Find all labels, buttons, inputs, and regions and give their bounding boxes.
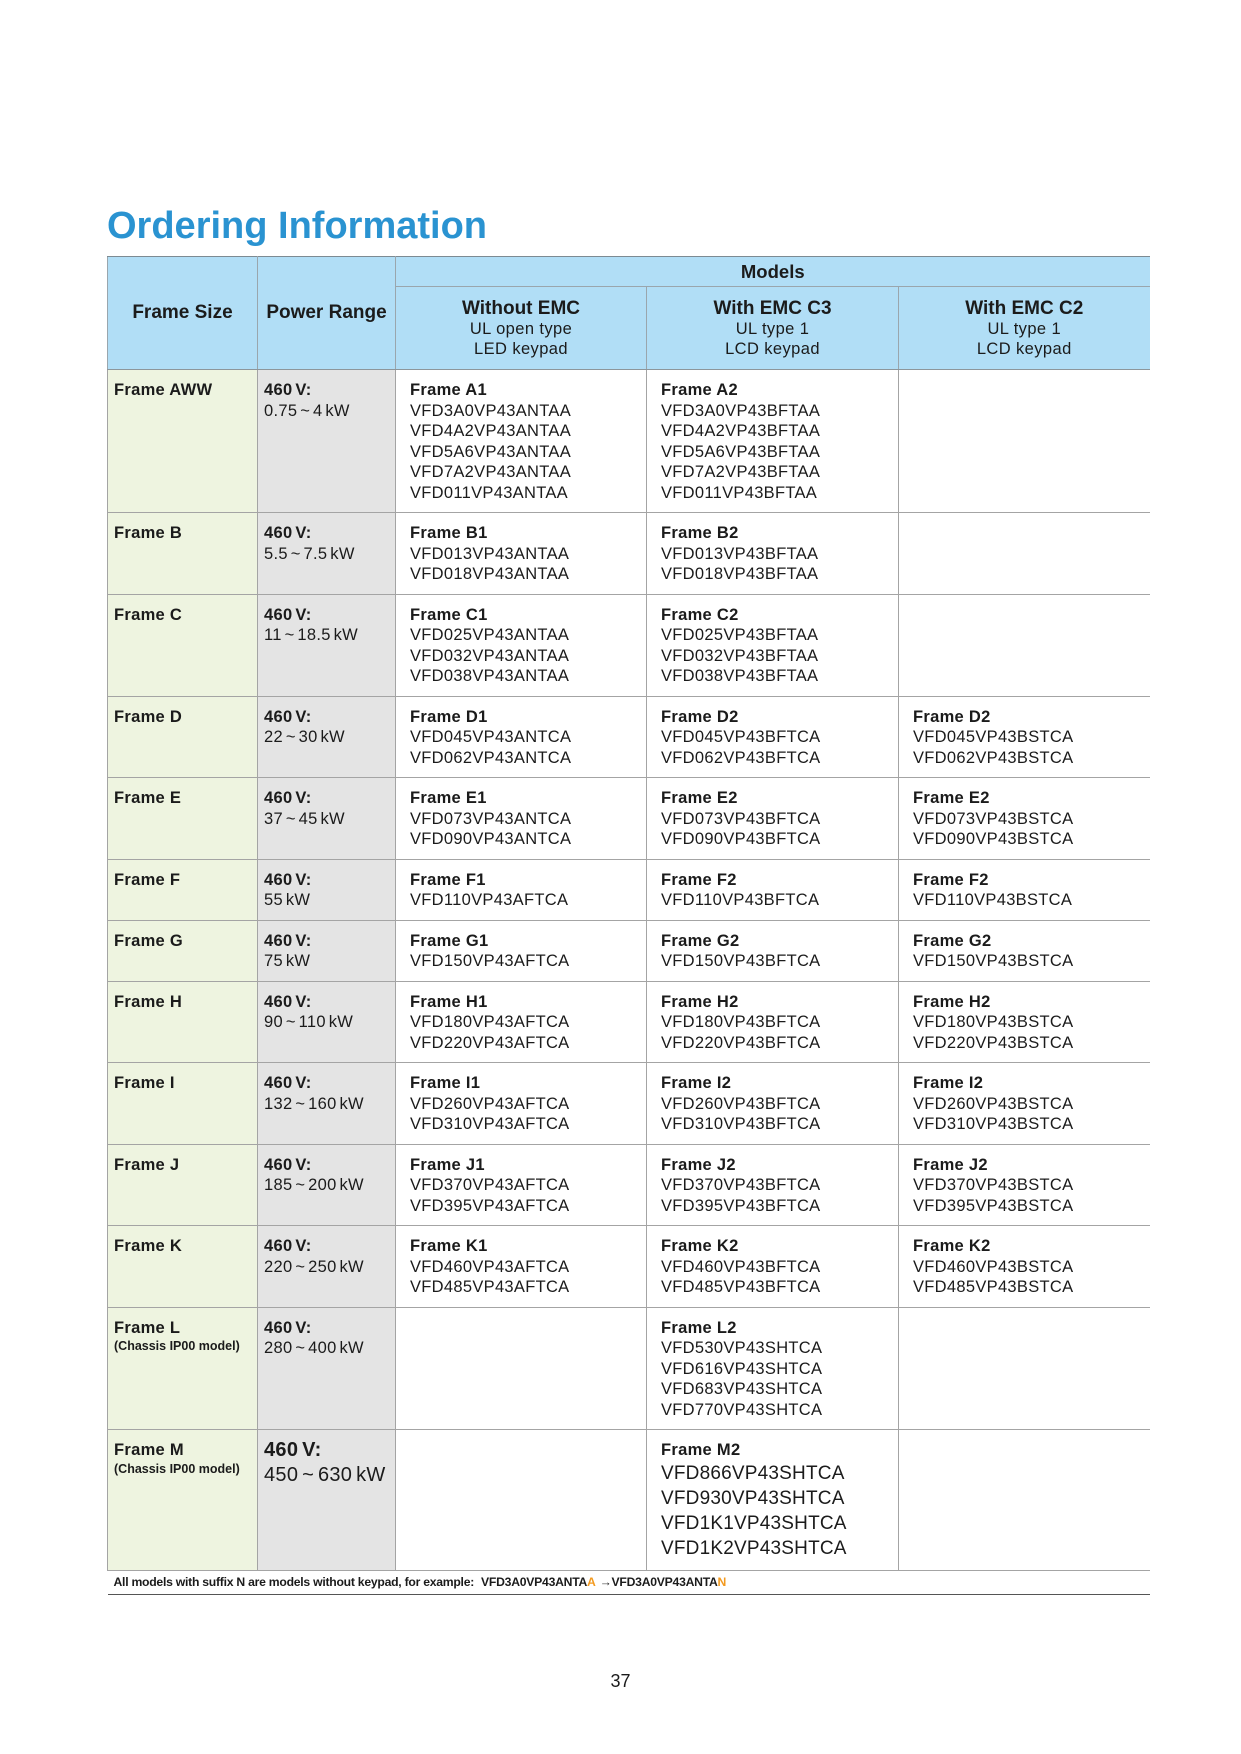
model-code: VFD930VP43SHTCA xyxy=(661,1487,845,1509)
models-cell-without-emc xyxy=(396,778,647,860)
model-code: VFD310VP43BFTCA xyxy=(661,1115,821,1133)
models-cell-without-emc xyxy=(396,513,647,595)
models-cell-emc-c3 xyxy=(647,594,899,696)
models-cell-emc-c3 xyxy=(647,1226,899,1308)
frame-label: Frame J xyxy=(114,1155,180,1174)
frame-size-cell xyxy=(108,1307,258,1430)
model-code: VFD013VP43ANTAA xyxy=(410,544,570,563)
model-frame-label: Frame G1 xyxy=(410,931,489,950)
power-value: 185 ~ 200 kW xyxy=(264,1176,364,1194)
table-row xyxy=(108,1063,1150,1145)
model-frame-label: Frame M2 xyxy=(661,1441,741,1459)
model-frame-label: Frame I1 xyxy=(410,1074,481,1092)
model-code: VFD1K1VP43SHTCA xyxy=(661,1512,847,1534)
frame-note: (Chassis IP00 model) xyxy=(114,1339,240,1353)
power-range-cell xyxy=(258,696,396,778)
models-cell-emc-c3 xyxy=(647,1144,899,1226)
models-cell-emc-c2 xyxy=(899,513,1150,595)
model-code: VFD011VP43BFTAA xyxy=(661,483,818,502)
model-code: VFD018VP43ANTAA xyxy=(410,565,570,583)
model-code: VFD180VP43AFTCA xyxy=(410,1013,570,1031)
footnote-example-from xyxy=(481,1575,596,1589)
table-header xyxy=(108,257,1150,370)
model-frame-label: Frame G2 xyxy=(913,931,992,950)
model-code: VFD395VP43AFTCA xyxy=(410,1196,570,1215)
power-range-cell xyxy=(258,859,396,920)
power-range-cell xyxy=(258,778,396,860)
model-frame-label: Frame E2 xyxy=(913,789,990,807)
header-emc-c3 xyxy=(647,287,899,370)
models-cell-without-emc xyxy=(396,920,647,981)
model-code: VFD090VP43BSTCA xyxy=(913,830,1074,848)
power-value: 55 kW xyxy=(264,891,311,909)
footnote-arrow: → xyxy=(599,1575,612,1589)
models-cell-without-emc xyxy=(396,594,647,696)
model-code: VFD1K2VP43SHTCA xyxy=(661,1537,847,1559)
table-row xyxy=(108,1430,1150,1571)
model-code: VFD090VP43ANTCA xyxy=(410,830,572,848)
frame-label: Frame F xyxy=(114,870,181,889)
header-column-title: Without EMC xyxy=(461,298,581,319)
models-cell-without-emc xyxy=(396,696,647,778)
model-code: VFD260VP43BSTCA xyxy=(913,1094,1074,1113)
models-cell-emc-c2 xyxy=(899,370,1150,513)
footnote-text: All models with suffix N are models without keypad, for example: xyxy=(113,1575,475,1589)
power-value: 220 ~ 250 kW xyxy=(264,1257,364,1276)
table-row xyxy=(108,1307,1150,1430)
models-cell-without-emc xyxy=(396,1063,647,1145)
model-frame-label: Frame F2 xyxy=(913,870,989,889)
table-row xyxy=(108,981,1150,1063)
header-column-subtitle: LED keypad xyxy=(474,339,568,358)
models-cell-without-emc xyxy=(396,370,647,513)
model-code: VFD038VP43ANTAA xyxy=(410,667,570,685)
frame-label: Frame I xyxy=(114,1074,175,1092)
model-frame-label: Frame F1 xyxy=(410,870,486,889)
example-from-suffix: A xyxy=(587,1575,596,1589)
models-cell-emc-c2 xyxy=(899,696,1150,778)
model-code: VFD110VP43BSTCA xyxy=(913,891,1073,909)
voltage-label: 460 V: xyxy=(264,992,312,1011)
models-cell-emc-c2 xyxy=(899,1430,1150,1571)
frame-size-cell xyxy=(108,513,258,595)
model-frame-label: Frame A2 xyxy=(661,381,738,399)
models-cell-emc-c2 xyxy=(899,778,1150,860)
model-frame-label: Frame C1 xyxy=(410,605,488,624)
models-cell-emc-c3 xyxy=(647,778,899,860)
model-code: VFD310VP43BSTCA xyxy=(913,1115,1074,1133)
model-frame-label: Frame D1 xyxy=(410,707,488,726)
model-code: VFD370VP43AFTCA xyxy=(410,1176,570,1194)
models-cell-emc-c2 xyxy=(899,1144,1150,1226)
frame-label: Frame G xyxy=(114,931,184,950)
voltage-label: 460 V: xyxy=(264,1074,312,1092)
model-frame-label: Frame H2 xyxy=(661,992,739,1011)
frame-size-cell xyxy=(108,1430,258,1571)
header-column-subtitle: UL type 1 xyxy=(987,320,1062,338)
model-code: VFD180VP43BFTCA xyxy=(661,1013,821,1031)
power-range-cell xyxy=(258,981,396,1063)
models-cell-emc-c2 xyxy=(899,594,1150,696)
model-code: VFD616VP43SHTCA xyxy=(661,1359,823,1378)
table-row xyxy=(108,370,1150,513)
models-cell-without-emc xyxy=(396,981,647,1063)
power-range-cell xyxy=(258,1226,396,1308)
model-code: VFD045VP43BFTCA xyxy=(661,728,821,746)
models-cell-emc-c3 xyxy=(647,1063,899,1145)
models-cell-without-emc xyxy=(396,1144,647,1226)
model-code: VFD7A2VP43ANTAA xyxy=(410,463,572,481)
model-frame-label: Frame J2 xyxy=(661,1155,736,1174)
table-footer xyxy=(108,1570,1150,1594)
model-code: VFD260VP43AFTCA xyxy=(410,1094,570,1113)
frame-size-cell xyxy=(108,594,258,696)
frame-label: Frame L xyxy=(114,1318,181,1337)
power-value: 5.5 ~ 7.5 kW xyxy=(264,544,355,563)
voltage-label: 460 V: xyxy=(264,1155,312,1174)
models-cell-without-emc xyxy=(396,859,647,920)
frame-size-cell xyxy=(108,920,258,981)
frame-note: (Chassis IP00 model) xyxy=(114,1461,240,1476)
model-frame-label: Frame F2 xyxy=(661,870,737,889)
power-value: 90 ~ 110 kW xyxy=(264,1013,354,1031)
model-frame-label: Frame G2 xyxy=(661,931,740,950)
model-code: VFD062VP43ANTCA xyxy=(410,748,572,767)
frame-label: Frame C xyxy=(114,605,183,624)
model-code: VFD110VP43AFTCA xyxy=(410,891,569,909)
model-frame-label: Frame H1 xyxy=(410,992,488,1011)
page-title: Ordering Information xyxy=(107,205,487,247)
model-code: VFD5A6VP43ANTAA xyxy=(410,442,572,461)
model-code: VFD090VP43BFTCA xyxy=(661,830,821,848)
model-frame-label: Frame B2 xyxy=(661,524,739,542)
example-from-code: VFD3A0VP43ANTA xyxy=(481,1575,588,1589)
voltage-label: 460 V: xyxy=(264,524,312,542)
model-code: VFD7A2VP43BFTAA xyxy=(661,463,821,481)
models-cell-emc-c2 xyxy=(899,920,1150,981)
frame-label: Frame M xyxy=(114,1441,184,1459)
models-cell-without-emc xyxy=(396,1307,647,1430)
models-cell-emc-c2 xyxy=(899,1307,1150,1430)
models-cell-emc-c3 xyxy=(647,1430,899,1571)
model-code: VFD220VP43BFTCA xyxy=(661,1033,821,1052)
power-value: 22 ~ 30 kW xyxy=(264,728,345,746)
power-range-cell xyxy=(258,920,396,981)
frame-label: Frame E xyxy=(114,789,182,807)
header-power-range: Power Range xyxy=(258,257,396,370)
voltage-label: 460 V: xyxy=(264,870,312,889)
model-code: VFD062VP43BSTCA xyxy=(913,748,1074,767)
frame-label: Frame AWW xyxy=(114,381,213,399)
table-row xyxy=(108,594,1150,696)
voltage-label: 460 V: xyxy=(264,707,312,726)
frame-label: Frame B xyxy=(114,524,183,542)
model-code: VFD3A0VP43ANTAA xyxy=(410,401,572,420)
table-row xyxy=(108,920,1150,981)
footnote-row xyxy=(108,1570,1150,1594)
model-frame-label: Frame L2 xyxy=(661,1318,737,1337)
model-code: VFD025VP43BFTAA xyxy=(661,626,819,644)
power-range-cell xyxy=(258,513,396,595)
model-frame-label: Frame K2 xyxy=(661,1237,739,1255)
model-frame-label: Frame D2 xyxy=(661,707,739,726)
header-column-title: With EMC C2 xyxy=(965,298,1084,319)
model-code: VFD032VP43ANTAA xyxy=(410,646,570,665)
header-column-subtitle: LCD keypad xyxy=(725,339,820,358)
models-cell-emc-c3 xyxy=(647,981,899,1063)
table-row xyxy=(108,1144,1150,1226)
power-value: 0.75 ~ 4 kW xyxy=(264,401,350,420)
table-row xyxy=(108,859,1150,920)
model-code: VFD395VP43BSTCA xyxy=(913,1196,1074,1215)
frame-label: Frame K xyxy=(114,1237,183,1255)
voltage-label: 460 V: xyxy=(264,1237,312,1255)
table-row xyxy=(108,513,1150,595)
table-row xyxy=(108,1226,1150,1308)
model-frame-label: Frame D2 xyxy=(913,707,991,726)
model-code: VFD310VP43AFTCA xyxy=(410,1115,570,1133)
power-range-cell xyxy=(258,1063,396,1145)
model-frame-label: Frame H2 xyxy=(913,992,991,1011)
model-code: VFD370VP43BFTCA xyxy=(661,1176,821,1194)
power-value: 132 ~ 160 kW xyxy=(264,1094,364,1113)
table-body xyxy=(108,370,1150,1571)
frame-size-cell xyxy=(108,370,258,513)
header-without-emc xyxy=(396,287,647,370)
models-cell-emc-c3 xyxy=(647,859,899,920)
model-code: VFD260VP43BFTCA xyxy=(661,1094,821,1113)
model-code: VFD220VP43BSTCA xyxy=(913,1033,1074,1052)
model-code: VFD073VP43BSTCA xyxy=(913,809,1074,828)
model-code: VFD3A0VP43BFTAA xyxy=(661,401,821,420)
header-column-subtitle: UL open type xyxy=(469,320,573,338)
model-frame-label: Frame J2 xyxy=(913,1155,988,1174)
ordering-table xyxy=(107,256,1150,1595)
voltage-label: 460 V: xyxy=(264,605,312,624)
frame-label: Frame D xyxy=(114,707,183,726)
models-cell-emc-c2 xyxy=(899,859,1150,920)
model-code: VFD073VP43BFTCA xyxy=(661,809,821,828)
power-range-cell xyxy=(258,594,396,696)
power-value: 75 kW xyxy=(264,952,311,970)
voltage-label: 460 V: xyxy=(264,931,312,950)
model-frame-label: Frame C2 xyxy=(661,605,739,624)
model-code: VFD460VP43BSTCA xyxy=(913,1257,1074,1276)
models-cell-emc-c3 xyxy=(647,513,899,595)
header-row-top xyxy=(108,257,1150,287)
model-code: VFD683VP43SHTCA xyxy=(661,1380,823,1398)
example-to-suffix: N xyxy=(717,1575,727,1589)
model-code: VFD460VP43BFTCA xyxy=(661,1257,821,1276)
model-code: VFD011VP43ANTAA xyxy=(410,483,568,502)
model-code: VFD530VP43SHTCA xyxy=(661,1339,823,1357)
header-column-title: With EMC C3 xyxy=(713,298,832,319)
model-code: VFD062VP43BFTCA xyxy=(661,748,821,767)
frame-size-cell xyxy=(108,778,258,860)
model-code: VFD018VP43BFTAA xyxy=(661,565,819,583)
table-row xyxy=(108,696,1150,778)
model-code: VFD045VP43BSTCA xyxy=(913,728,1074,746)
header-models: Models xyxy=(396,257,1150,287)
models-cell-without-emc xyxy=(396,1226,647,1308)
model-frame-label: Frame A1 xyxy=(410,381,487,399)
power-range-cell xyxy=(258,370,396,513)
model-code: VFD032VP43BFTAA xyxy=(661,646,819,665)
model-code: VFD485VP43BFTCA xyxy=(661,1278,821,1296)
model-code: VFD460VP43AFTCA xyxy=(410,1257,570,1276)
footnote-example-to xyxy=(612,1575,727,1589)
power-value: 280 ~ 400 kW xyxy=(264,1339,364,1357)
model-code: VFD110VP43BFTCA xyxy=(661,891,820,909)
page-number: 37 xyxy=(610,1671,631,1691)
voltage-label: 460 V: xyxy=(264,381,312,399)
model-code: VFD370VP43BSTCA xyxy=(913,1176,1074,1194)
power-value: 11 ~ 18.5 kW xyxy=(264,626,359,644)
model-frame-label: Frame I2 xyxy=(913,1074,984,1092)
footnote xyxy=(108,1570,1150,1594)
models-cell-emc-c2 xyxy=(899,1063,1150,1145)
voltage-label: 460 V: xyxy=(264,789,312,807)
frame-size-cell xyxy=(108,1226,258,1308)
frame-size-cell xyxy=(108,1063,258,1145)
model-code: VFD045VP43ANTCA xyxy=(410,728,572,746)
power-range-cell xyxy=(258,1430,396,1571)
table-row xyxy=(108,778,1150,860)
model-code: VFD073VP43ANTCA xyxy=(410,809,572,828)
model-code: VFD485VP43AFTCA xyxy=(410,1278,570,1296)
voltage-label: 460 V: xyxy=(264,1318,312,1337)
model-frame-label: Frame I2 xyxy=(661,1074,732,1092)
model-frame-label: Frame K2 xyxy=(913,1237,991,1255)
models-cell-emc-c3 xyxy=(647,1307,899,1430)
models-cell-emc-c2 xyxy=(899,981,1150,1063)
header-column-subtitle: UL type 1 xyxy=(735,320,810,338)
model-code: VFD150VP43BSTCA xyxy=(913,952,1074,970)
power-range-cell xyxy=(258,1144,396,1226)
frame-label: Frame H xyxy=(114,992,183,1011)
model-code: VFD485VP43BSTCA xyxy=(913,1278,1074,1296)
model-frame-label: Frame J1 xyxy=(410,1155,485,1174)
model-code: VFD4A2VP43BFTAA xyxy=(661,422,821,440)
models-cell-emc-c3 xyxy=(647,920,899,981)
models-cell-emc-c3 xyxy=(647,370,899,513)
model-code: VFD013VP43BFTAA xyxy=(661,544,819,563)
model-code: VFD770VP43SHTCA xyxy=(661,1400,823,1419)
model-code: VFD150VP43BFTCA xyxy=(661,952,821,970)
header-frame-size: Frame Size xyxy=(108,257,258,370)
header-column-subtitle: LCD keypad xyxy=(976,339,1072,358)
frame-size-cell xyxy=(108,696,258,778)
power-range-cell xyxy=(258,1307,396,1430)
model-code: VFD5A6VP43BFTAA xyxy=(661,442,821,461)
frame-size-cell xyxy=(108,859,258,920)
power-value: 450 ~ 630 kW xyxy=(264,1463,386,1486)
model-code: VFD395VP43BFTCA xyxy=(661,1196,821,1215)
header-emc-c2 xyxy=(899,287,1150,370)
models-cell-without-emc xyxy=(396,1430,647,1571)
models-cell-emc-c2 xyxy=(899,1226,1150,1308)
voltage-label: 460 V: xyxy=(264,1439,322,1461)
model-code: VFD180VP43BSTCA xyxy=(913,1013,1074,1031)
model-code: VFD4A2VP43ANTAA xyxy=(410,422,572,440)
model-frame-label: Frame E1 xyxy=(410,789,487,807)
model-code: VFD025VP43ANTAA xyxy=(410,626,570,644)
model-frame-label: Frame B1 xyxy=(410,524,488,542)
frame-size-cell xyxy=(108,1144,258,1226)
model-frame-label: Frame K1 xyxy=(410,1237,488,1255)
frame-size-cell xyxy=(108,981,258,1063)
models-cell-emc-c3 xyxy=(647,696,899,778)
model-code: VFD038VP43BFTAA xyxy=(661,667,819,685)
model-code: VFD150VP43AFTCA xyxy=(410,952,570,970)
model-frame-label: Frame E2 xyxy=(661,789,738,807)
example-to-code: VFD3A0VP43ANTA xyxy=(611,1575,718,1589)
model-code: VFD220VP43AFTCA xyxy=(410,1033,570,1052)
model-code: VFD866VP43SHTCA xyxy=(661,1462,845,1484)
power-value: 37 ~ 45 kW xyxy=(264,809,345,828)
